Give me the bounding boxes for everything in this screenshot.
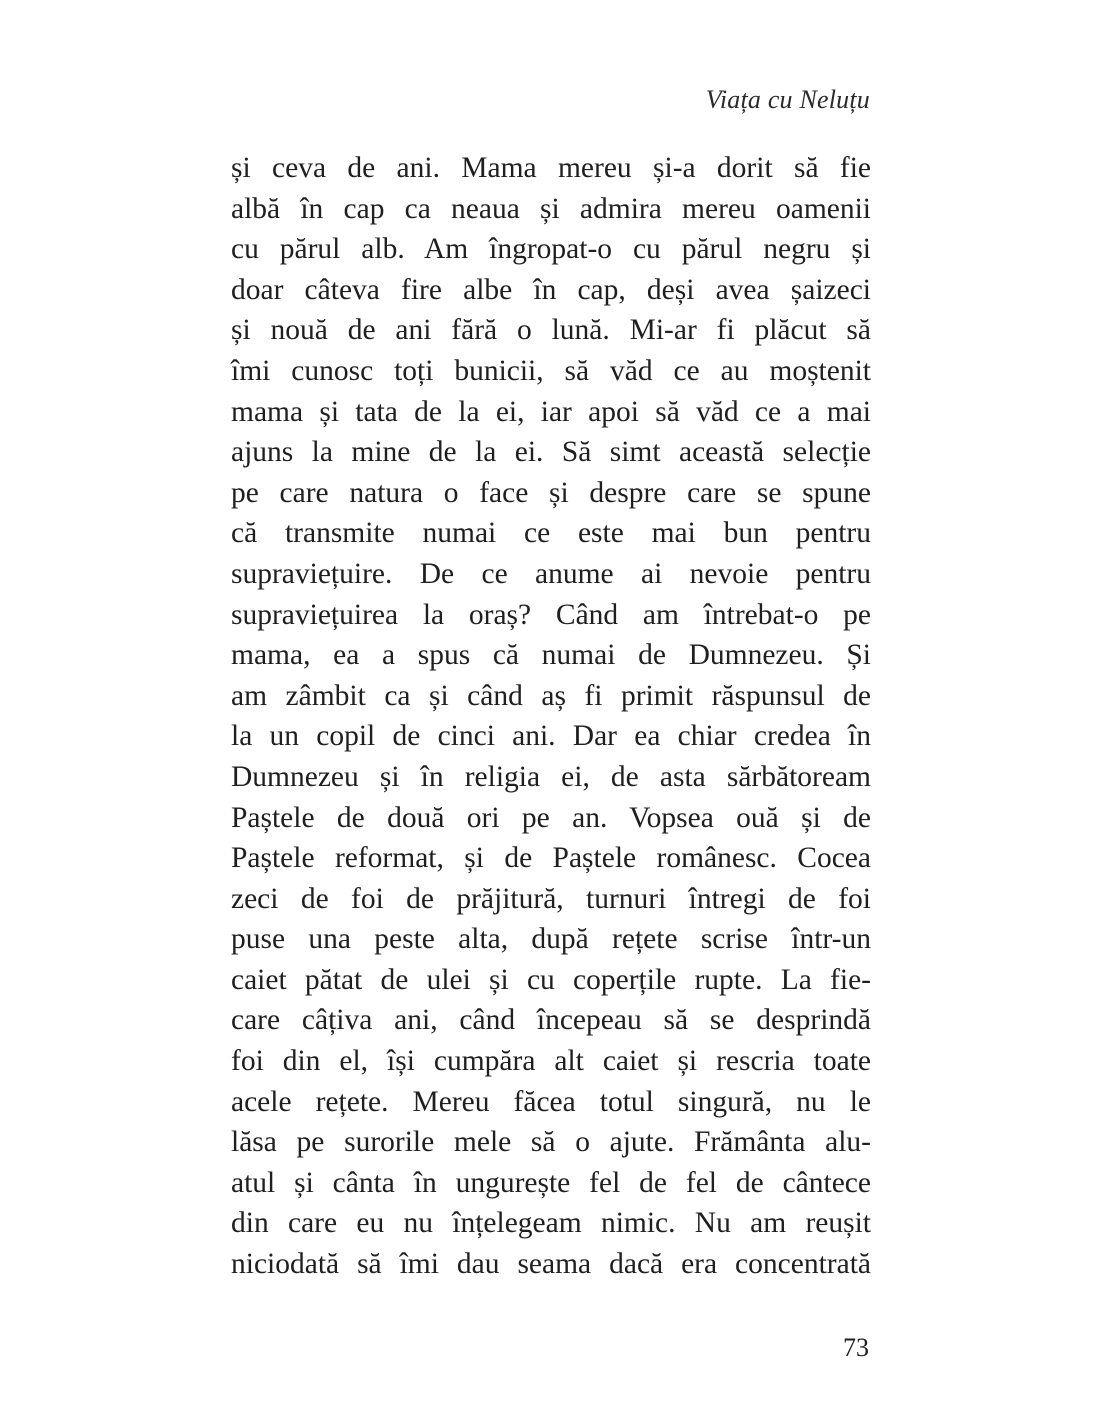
text-line: supraviețuire. De ce anume ai nevoie pentru xyxy=(231,557,871,590)
page-number: 73 xyxy=(843,1333,869,1362)
text-line: Paștele reformat, și de Paștele românesc. Cocea xyxy=(231,842,871,875)
text-line: îmi cunosc toți bunicii, să văd ce au moștenit xyxy=(231,354,871,387)
text-line: care câțiva ani, când începeau să se desprindă xyxy=(231,1004,871,1037)
text-line: zeci de foi de prăjitură, turnuri întregi de foi xyxy=(231,882,871,915)
text-line: albă în cap ca neaua și admira mereu oamenii xyxy=(231,192,871,225)
text-line: mama, ea a spus că numai de Dumnezeu. Și xyxy=(231,639,871,672)
text-line: acele rețete. Mereu făcea totul singură, nu le xyxy=(231,1085,871,1118)
text-line: lăsa pe surorile mele să o ajute. Frământa alu- xyxy=(231,1126,871,1159)
text-line: din care eu nu înțelegeam nimic. Nu am reușit xyxy=(231,1207,871,1240)
text-line: Paștele de două ori pe an. Vopsea ouă și de xyxy=(231,801,871,834)
text-line: am zâmbit ca și când aș fi primit răspunsul de xyxy=(231,679,871,712)
text-line: că transmite numai ce este mai bun pentru xyxy=(231,517,871,550)
text-line: mama și tata de la ei, iar apoi să văd ce a mai xyxy=(231,395,871,428)
running-header-title: Viața cu Neluțu xyxy=(705,85,870,114)
text-line: pe care natura o face și despre care se spune xyxy=(231,476,871,509)
text-line: cu părul alb. Am îngropat-o cu părul negru și xyxy=(231,233,871,266)
text-line: ajuns la mine de la ei. Să simt această selecție xyxy=(231,436,871,469)
text-line: niciodată să îmi dau seama dacă era concentrată xyxy=(231,1248,871,1281)
text-line: puse una peste alta, după rețete scrise într-un xyxy=(231,923,871,956)
text-line: caiet pătat de ulei și cu coperțile rupte. La fie- xyxy=(231,963,871,996)
text-line: și nouă de ani fără o lună. Mi-ar fi plăcut să xyxy=(231,314,871,347)
text-line: și ceva de ani. Mama mereu și-a dorit să fie xyxy=(231,152,871,184)
text-line: foi din el, își cumpăra alt caiet și rescria toate xyxy=(231,1045,871,1078)
text-line: Dumnezeu și în religia ei, de asta sărbătoream xyxy=(231,760,871,793)
body-text xyxy=(231,148,871,1285)
text-line: doar câteva fire albe în cap, deși avea șaizeci xyxy=(231,273,871,306)
text-line: la un copil de cinci ani. Dar ea chiar credea în xyxy=(231,720,871,753)
text-line: supraviețuirea la oraș? Când am întrebat-o pe xyxy=(231,598,871,631)
text-line: atul și cânta în ungurește fel de fel de cântece xyxy=(231,1166,871,1199)
